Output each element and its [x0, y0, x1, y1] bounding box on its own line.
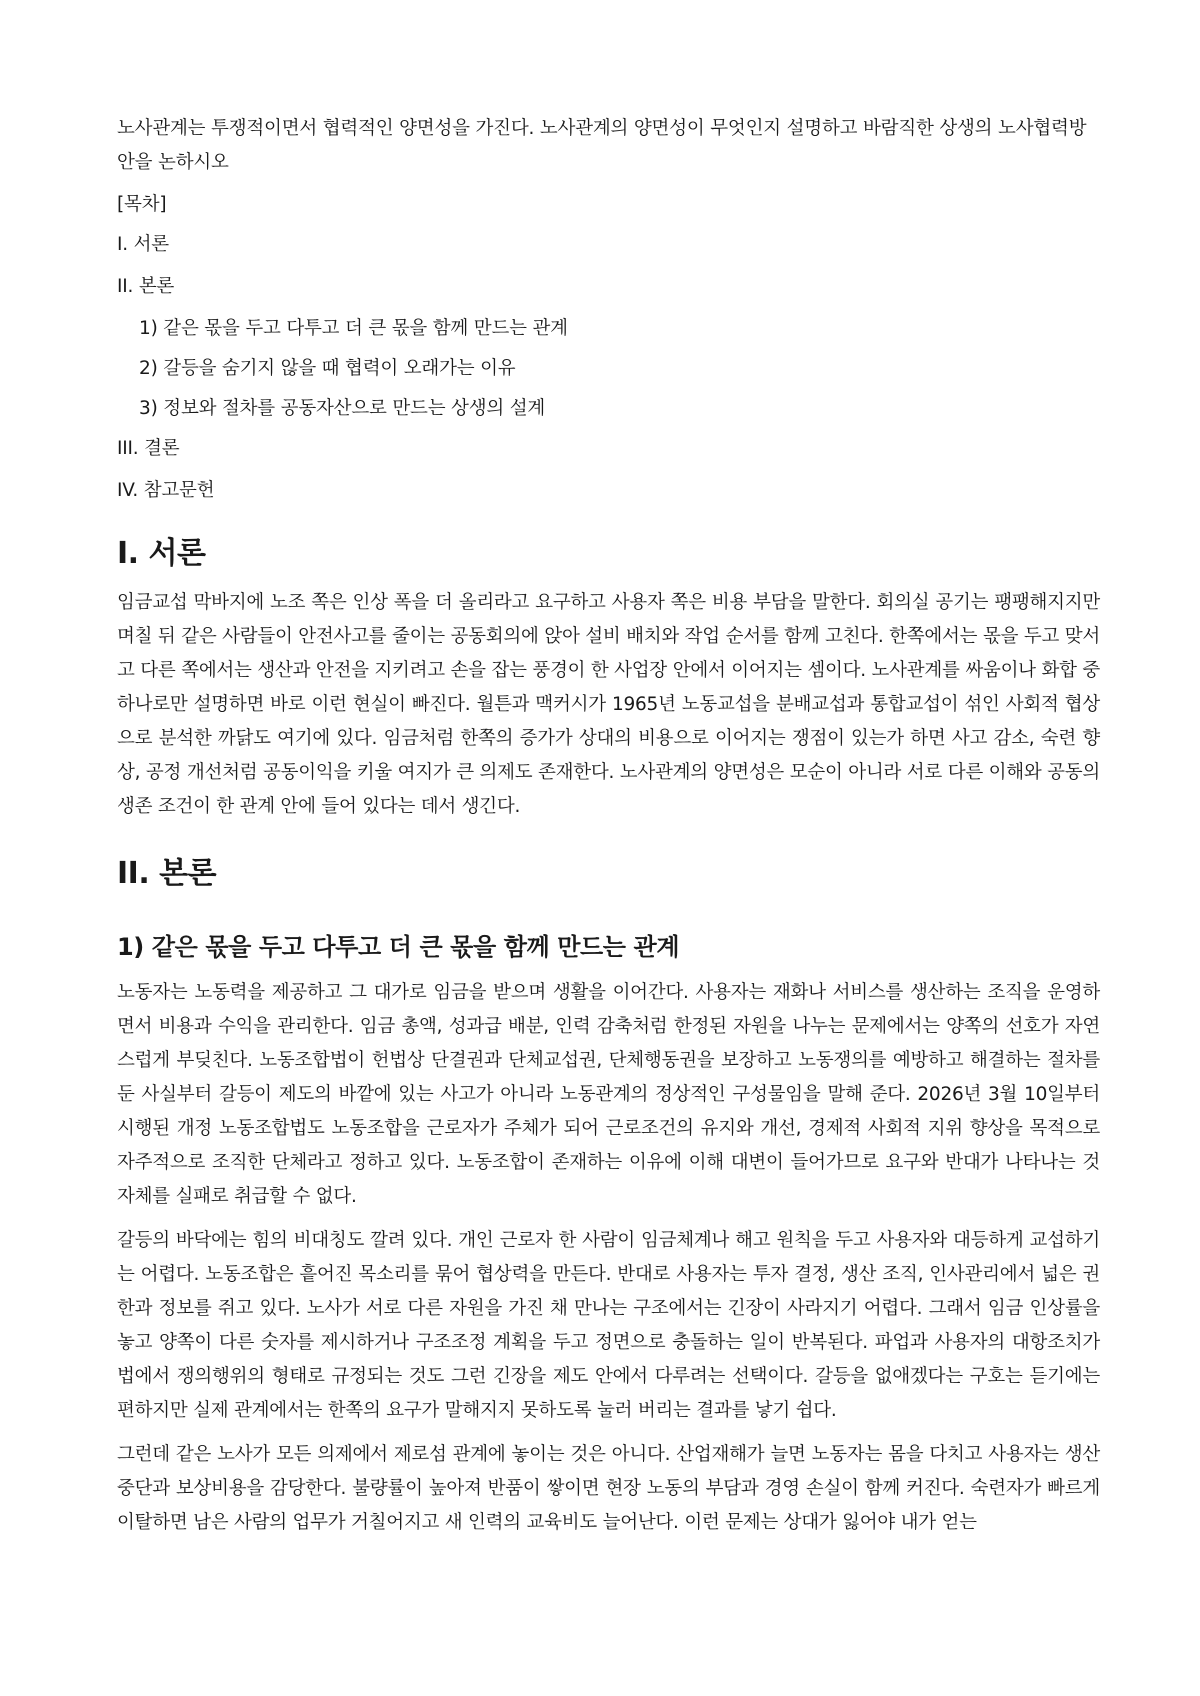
toc-subitem: 2) 갈등을 숨기지 않을 때 협력이 오래가는 이유: [139, 358, 516, 379]
essay-question: 노사관계는 투쟁적이면서 협력적인 양면성을 가진다. 노사관계의 양면성이 무엇인지 설명하고 바람직한 상생의 노사협력방안을 논하시오: [117, 118, 1087, 173]
table-of-contents: [117, 192, 1100, 504]
toc-subitem: 1) 같은 몫을 두고 다투고 더 큰 몫을 함께 만드는 관계: [139, 318, 568, 339]
toc-item: III. 결론: [117, 438, 180, 459]
intro-paragraph: 임금교섭 막바지에 노조 쪽은 인상 폭을 더 올리라고 요구하고 사용자 쪽은 비용 부담을 말한다. 회의실 공기는 팽팽해지지만 며칠 뒤 같은 사람들이 안전사고를 줄이는 공동회의에 앉아 설비 배치와 작업 순서를 함께 고친다. 한쪽에서는 몫을 두고 맞서고 다른 쪽에서는 생산과 안전을 지키려고 손을 잡는 풍경이 한 사업장 안에서 이어지는 셈이다. 노사관계를 싸움이나 화합 중 하나로만 설명하면 바로 이런 현실이 빠진다. 월튼과 맥커시가 1965년 노동교섭을 분배교섭과 통합교섭이 섞인 사회적 협상으로 분석한 까닭도 여기에 있다. 임금처럼 한쪽의 증가가 상대의 비용으로 이어지는 쟁점이 있는가 하면 사고 감소, 숙련 향상, 공정 개선처럼 공동이익을 키울 여지가 큰 의제도 존재한다. 노사관계의 양면성은 모순이 아니라 서로 다른 이해와 공동의 생존 조건이 한 관계 안에 들어 있다는 데서 생긴다.: [117, 592, 1100, 817]
toc-label: [목차]: [117, 194, 167, 215]
section-heading-intro: I. 서론: [117, 536, 206, 571]
toc-subitem: 3) 정보와 절차를 공동자산으로 만드는 상생의 설계: [139, 398, 546, 419]
body-paragraph: 그런데 같은 노사가 모든 의제에서 제로섬 관계에 놓이는 것은 아니다. 산업재해가 늘면 노동자는 몸을 다치고 사용자는 생산중단과 보상비용을 감당한다. 불량률이 높아져 반품이 쌓이면 현장 노동의 부담과 경영 손실이 함께 커진다. 숙련자가 빠르게 이탈하면 남은 사람의 업무가 거칠어지고 새 인력의 교육비도 늘어난다. 이런 문제는 상대가 잃어야 내가 얻는: [117, 1444, 1100, 1533]
subsection-heading-1: 1) 같은 몫을 두고 다투고 더 큰 몫을 함께 만드는 관계: [117, 933, 680, 961]
body-paragraph: 노동자는 노동력을 제공하고 그 대가로 임금을 받으며 생활을 이어간다. 사용자는 재화나 서비스를 생산하는 조직을 운영하면서 비용과 수익을 관리한다. 임금 총액, 성과급 배분, 인력 감축처럼 한정된 자원을 나누는 문제에서는 양쪽의 선호가 자연스럽게 부딪친다. 노동조합법이 헌법상 단결권과 단체교섭권, 단체행동권을 보장하고 노동쟁의를 예방하고 해결하는 절차를 둔 사실부터 갈등이 제도의 바깥에 있는 사고가 아니라 노동관계의 정상적인 구성물임을 말해 준다. 2026년 3월 10일부터 시행된 개정 노동조합법도 노동조합을 근로자가 주체가 되어 근로조건의 유지와 개선, 경제적 사회적 지위 향상을 목적으로 자주적으로 조직한 단체라고 정하고 있다. 노동조합이 존재하는 이유에 이해 대변이 들어가므로 요구와 반대가 나타나는 것 자체를 실패로 취급할 수 없다.: [117, 982, 1100, 1207]
section-heading-body: II. 본론: [117, 856, 217, 891]
body-paragraph: 갈등의 바닥에는 힘의 비대칭도 깔려 있다. 개인 근로자 한 사람이 임금체계나 해고 원칙을 두고 사용자와 대등하게 교섭하기는 어렵다. 노동조합은 흩어진 목소리를 묶어 협상력을 만든다. 반대로 사용자는 투자 결정, 생산 조직, 인사관리에서 넓은 권한과 정보를 쥐고 있다. 노사가 서로 다른 자원을 가진 채 만나는 구조에서는 긴장이 사라지기 어렵다. 그래서 임금 인상률을 놓고 양쪽이 다른 숫자를 제시하거나 구조조정 계획을 두고 정면으로 충돌하는 일이 반복된다. 파업과 사용자의 대항조치가 법에서 쟁의행위의 형태로 규정되는 것도 그런 긴장을 제도 안에서 다루려는 선택이다. 갈등을 없애겠다는 구호는 듣기에는 편하지만 실제 관계에서는 한쪽의 요구가 말해지지 못하도록 눌러 버리는 결과를 낳기 쉽다.: [117, 1230, 1100, 1421]
toc-item: I. 서론: [117, 234, 169, 255]
toc-item: IV. 참고문헌: [117, 480, 215, 501]
toc-item: II. 본론: [117, 276, 175, 297]
